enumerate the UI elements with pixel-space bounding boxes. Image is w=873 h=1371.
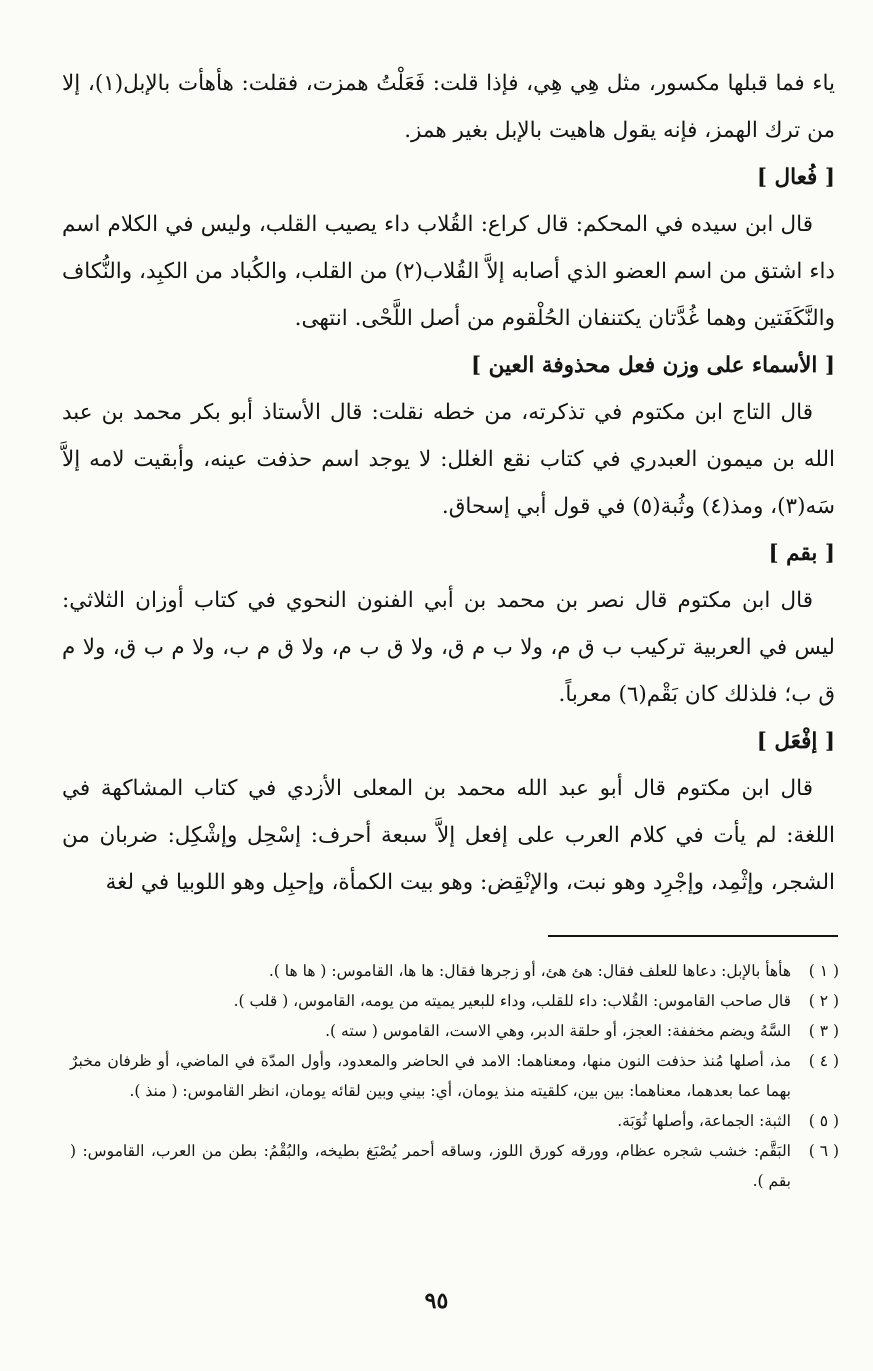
footnote-text: هأهأ بالإبل: دعاها للعلف فقال: هئ هئ، أو زجرها فقال: ها ها، القاموس: ( ها ها ).	[268, 962, 791, 980]
footnote-number: ( ٣ )	[808, 1022, 839, 1040]
section-heading-names: [ الأسماء على وزن فعل محذوفة العين ]	[470, 353, 835, 378]
paragraph-intro: ياء فما قبلها مكسور، مثل هِي هِي، فإذا قلت: فَعَلْتُ همزت، فقلت: هأهأت بالإبل(١)، إلا من ترك الهمز، فإنه يقول هاهيت بالإبل بغير همز.	[62, 71, 835, 143]
section-heading-baqm: [ بقم ]	[768, 541, 835, 566]
footnote-item	[70, 1046, 839, 1106]
footnote-divider	[548, 935, 838, 937]
paragraph-ifal: قال ابن مكتوم قال أبو عبد الله محمد بن المعلى الأزدي في كتاب المشاكهة في اللغة: لم يأت في كلام العرب على إفعل إلاَّ سبعة أحرف: إسْحِل وإشْكِل: ضربان من الشجر، وإثْمِد، وإجْرِد وهو نبت، والإنْقِض: وهو بيت الكمأة، وإحبِل وهو اللوبيا في لغة	[62, 776, 835, 895]
footnote-number: ( ٤ )	[808, 1052, 839, 1070]
footnote-text: الثبة: الجماعة، وأصلها ثُوَبَة.	[617, 1112, 791, 1130]
page-number: ٩٥	[424, 1288, 449, 1314]
footnote-item	[70, 1016, 839, 1046]
footnote-item	[70, 986, 839, 1016]
footnote-item	[70, 956, 839, 986]
footnote-text: مذ، أصلها مُنذ حذفت النون منها، ومعناهما: الامد في الحاضر والمعدود، وأول المدّة في الماضي، أو ظرفان مخبرٌ بهما عما بعدهما، معناهما: بين بين، كلقيته منذ يومان، أي: بيني وبين لقائه يومان، انظر القاموس: ( منذ ).	[70, 1052, 791, 1100]
footnotes	[70, 956, 839, 1196]
section-heading-ifal: [ إفْعَل ]	[756, 729, 835, 754]
paragraph-fual: قال ابن سيده في المحكم: قال كراع: القُلاب داء يصيب القلب، وليس في الكلام اسم داء اشتق من اسم العضو الذي أصابه إلاَّ القُلاب(٢) من القلب، والكُباد من الكبِد، والنُّكاف والنَّكَفَتين وهما غُدَّتان يكتنفان الحُلْقوم من أصل اللَّحْى. انتهى.	[62, 212, 835, 331]
footnote-text: البَقَّم: خشب شجره عظام، وورقه كورق اللوز، وساقه أحمر يُصْبَغ بطيخه، والبُقْمُ: بطن من العرب، القاموس: ( بقم ).	[70, 1142, 791, 1190]
footnote-item	[70, 1136, 839, 1196]
paragraph-baqm: قال ابن مكتوم قال نصر بن محمد بن أبي الفنون النحوي في كتاب أوزان الثلاثي: ليس في العربية تركيب ب ق م، ولا ب م ق، ولا ق ب م، ولا ق م ب، ولا م ب ق، ولا م ق ب؛ فلذلك كان بَقْم(٦) معرباً.	[62, 588, 835, 707]
main-text	[62, 60, 835, 906]
footnote-item	[70, 1106, 839, 1136]
section-heading-fual: [ فُعال ]	[756, 165, 835, 190]
footnote-number: ( ٦ )	[808, 1142, 839, 1160]
paragraph-names: قال التاج ابن مكتوم في تذكرته، من خطه نقلت: قال الأستاذ أبو بكر محمد بن عبد الله بن ميمون العبدري في كتاب نقع الغلل: لا يوجد اسم حذفت عينه، وأبقيت لامه إلاَّ سَه(٣)، ومذ(٤) وثُبة(٥) في قول أبي إسحاق.	[62, 400, 835, 519]
footnote-text: السَّهُ ويضم مخففة: العجز، أو حلقة الدبر، وهي الاست، القاموس ( سته ).	[325, 1022, 791, 1040]
footnote-number: ( ١ )	[808, 962, 839, 980]
footnote-text: قال صاحب القاموس: القُلاب: داء للقلب، وداء للبعير يميته من يومه، القاموس، ( قلب ).	[233, 992, 791, 1010]
footnote-number: ( ٢ )	[808, 992, 839, 1010]
footnote-number: ( ٥ )	[808, 1112, 839, 1130]
